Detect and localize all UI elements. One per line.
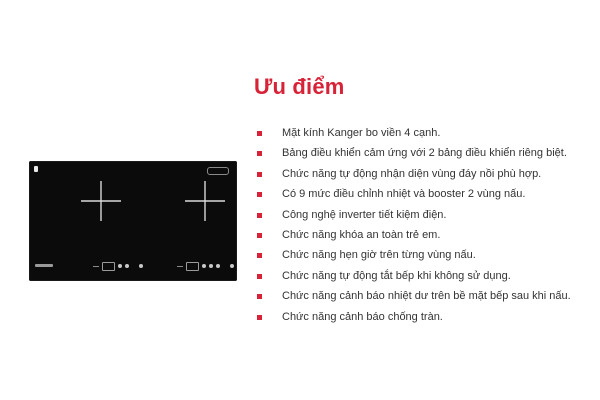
induction-cooktop-image <box>29 161 237 281</box>
control-button-icon <box>139 264 143 268</box>
right-cooking-zone-icon <box>185 181 225 221</box>
control-button-icon <box>230 264 234 268</box>
red-square-bullet-icon <box>257 294 262 299</box>
feature-item <box>256 184 596 204</box>
red-square-bullet-icon <box>257 192 262 197</box>
feature-item <box>256 225 596 245</box>
control-dash-icon <box>93 266 99 267</box>
red-square-bullet-icon <box>257 253 262 258</box>
feature-item <box>256 286 596 306</box>
feature-item <box>256 266 596 286</box>
feature-text: Chức năng cảnh báo chống tràn. <box>282 310 443 323</box>
feature-list <box>256 123 596 327</box>
control-dash-icon <box>177 266 183 267</box>
timer-display-icon <box>186 262 199 271</box>
red-square-bullet-icon <box>257 233 262 238</box>
feature-item <box>256 123 596 143</box>
section-title: Ưu điểm <box>254 74 345 99</box>
brand-wordmark-icon <box>35 264 53 267</box>
feature-text: Chức năng hẹn giờ trên từng vùng nấu. <box>282 249 476 262</box>
feature-text: Chức năng tự động tắt bếp khi không sử dụng. <box>282 269 511 282</box>
feature-text: Bảng điều khiển cảm ứng với 2 bảng điều khiển riêng biệt. <box>282 147 567 160</box>
left-control-panel <box>93 261 143 271</box>
feature-text: Chức năng cảnh báo nhiệt dư trên bề mặt bếp sau khi nấu. <box>282 290 571 303</box>
feature-item <box>256 164 596 184</box>
red-square-bullet-icon <box>257 151 262 156</box>
timer-display-icon <box>102 262 115 271</box>
control-button-icon <box>118 264 122 268</box>
feature-item <box>256 307 596 327</box>
red-square-bullet-icon <box>257 213 262 218</box>
red-square-bullet-icon <box>257 274 262 279</box>
brand-logo-icon <box>34 166 38 172</box>
red-square-bullet-icon <box>257 131 262 136</box>
feature-item <box>256 205 596 225</box>
red-square-bullet-icon <box>257 172 262 177</box>
control-button-icon <box>216 264 220 268</box>
left-cooking-zone-icon <box>81 181 121 221</box>
red-square-bullet-icon <box>257 315 262 320</box>
feature-text: Mặt kính Kanger bo viền 4 cạnh. <box>282 127 441 139</box>
feature-item <box>256 245 596 265</box>
control-button-icon <box>125 264 129 268</box>
feature-item <box>256 143 596 163</box>
control-button-icon <box>209 264 213 268</box>
control-button-icon <box>202 264 206 268</box>
cooktop-badge-icon <box>207 167 229 175</box>
right-control-panel <box>177 261 234 271</box>
feature-text: Chức năng khóa an toàn trẻ em. <box>282 228 441 241</box>
feature-text: Có 9 mức điều chỉnh nhiệt và booster 2 vùng nấu. <box>282 188 526 201</box>
feature-text: Chức năng tự động nhận diện vùng đáy nồi phù hợp. <box>282 167 542 180</box>
feature-text: Công nghệ inverter tiết kiệm điện. <box>282 208 447 221</box>
